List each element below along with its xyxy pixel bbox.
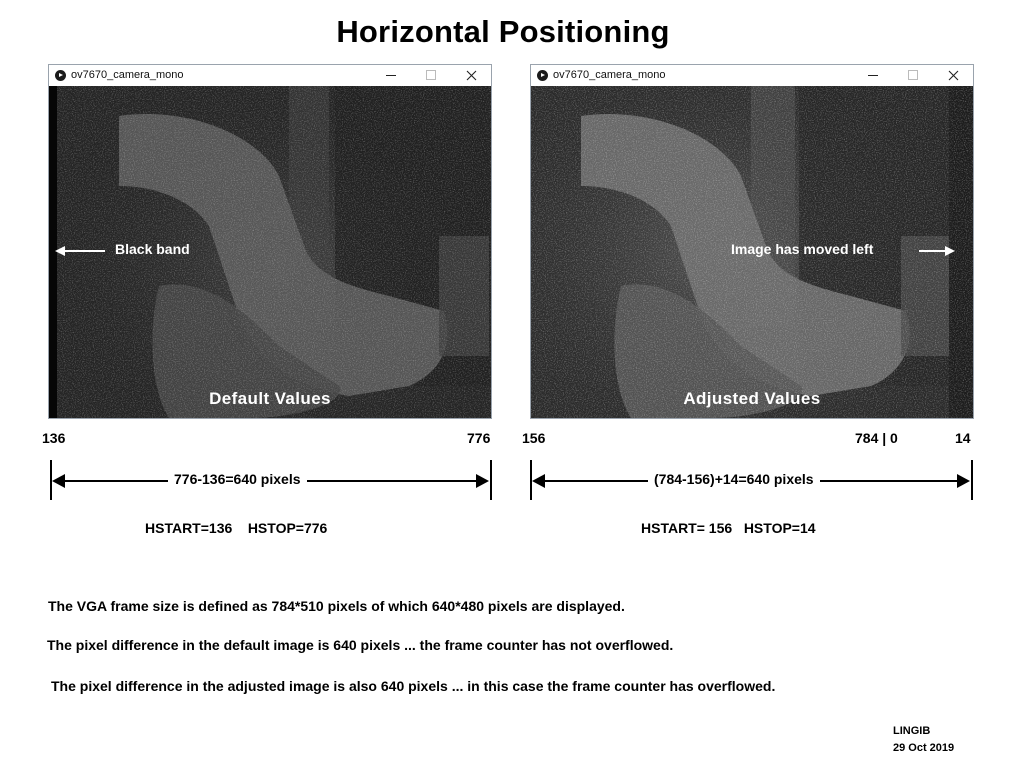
camera-window-adjusted bbox=[530, 64, 974, 419]
camera-window-default bbox=[48, 64, 492, 419]
camera-image-adjusted bbox=[531, 86, 973, 418]
maximize-button[interactable] bbox=[411, 65, 451, 86]
arrowhead-left bbox=[52, 474, 65, 488]
hstop-tick-left: 776 bbox=[467, 430, 491, 446]
default-values-caption: Default Values bbox=[209, 389, 331, 408]
pixel-width-formula-left: 776-136=640 pixels bbox=[168, 471, 307, 487]
window-titlebar[interactable] bbox=[531, 65, 973, 86]
minimize-button[interactable] bbox=[853, 65, 893, 86]
black-band-label: Black band bbox=[115, 241, 190, 257]
pixel-width-formula-right: (784-156)+14=640 pixels bbox=[648, 471, 820, 487]
minimize-button[interactable] bbox=[371, 65, 411, 86]
adjusted-values-caption: Adjusted Values bbox=[683, 389, 821, 408]
author-name: LINGIB bbox=[893, 725, 931, 737]
close-icon bbox=[466, 70, 477, 81]
note-frame-size: The VGA frame size is defined as 784*510 pixels of which 640*480 pixels are displayed. bbox=[48, 598, 625, 614]
note-default-difference: The pixel difference in the default image is 640 pixels ... the frame counter has not overflowed. bbox=[47, 637, 674, 653]
register-values-left: HSTART=136 HSTOP=776 bbox=[145, 520, 328, 536]
maximize-button[interactable] bbox=[893, 65, 933, 86]
page-title: Horizontal Positioning bbox=[336, 14, 670, 49]
arrowhead-left bbox=[532, 474, 545, 488]
camera-image-default bbox=[49, 86, 491, 418]
arrowhead-right bbox=[957, 474, 970, 488]
hstop-tick-right: 14 bbox=[955, 430, 971, 446]
close-icon bbox=[948, 70, 959, 81]
register-values-right: HSTART= 156 HSTOP=14 bbox=[641, 520, 816, 536]
arrowhead-right bbox=[476, 474, 489, 488]
window-title: ov7670_camera_mono bbox=[553, 69, 666, 81]
play-circle-icon bbox=[537, 70, 548, 81]
close-button[interactable] bbox=[933, 65, 973, 86]
window-titlebar[interactable] bbox=[49, 65, 491, 86]
hstart-tick-right: 156 bbox=[522, 430, 546, 446]
left-arrow-icon bbox=[55, 245, 107, 257]
dimension-marker bbox=[971, 460, 973, 500]
note-adjusted-difference: The pixel difference in the adjusted image is also 640 pixels ... in this case the frame counter has overflowed. bbox=[51, 678, 776, 694]
play-circle-icon bbox=[55, 70, 66, 81]
hstart-tick-left: 136 bbox=[42, 430, 66, 446]
author-date: 29 Oct 2019 bbox=[893, 742, 955, 754]
image-moved-label: Image has moved left bbox=[731, 241, 874, 257]
right-arrow-icon bbox=[919, 245, 955, 257]
window-title: ov7670_camera_mono bbox=[71, 69, 184, 81]
frame-wrap-tick: 784 | 0 bbox=[855, 430, 898, 446]
close-button[interactable] bbox=[451, 65, 491, 86]
dimension-marker bbox=[490, 460, 492, 500]
